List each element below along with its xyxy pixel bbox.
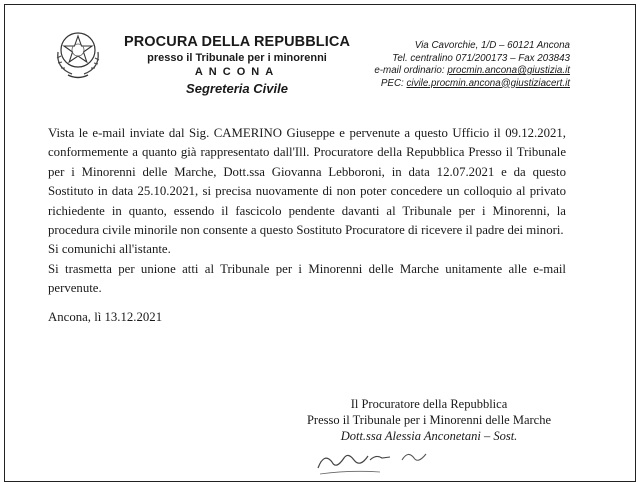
signatory-title: Il Procuratore della Repubblica — [350, 397, 508, 411]
date-line: Ancona, lì 13.12.2021 — [48, 309, 163, 324]
signatory-court: Presso il Tribunale per i Minorenni delle Marche — [306, 413, 552, 427]
handwritten-signature — [310, 440, 450, 480]
letter-body — [48, 124, 566, 327]
pec-line — [374, 78, 570, 91]
office-city: ANCONA — [194, 66, 280, 78]
office-department: Segreteria Civile — [186, 81, 288, 96]
signatory-name: Dott.ssa Alessia Anconetani – Sost. — [340, 429, 518, 443]
paragraph-main: Vista le e-mail inviate dal Sig. CAMERINO Giuseppe e pervenute a questo Ufficio il 09.12.2021, conformemente a quanto già rappresentato dall'Ill. Procuratore della Repubblica Presso il Tribunale per i Minorenni delle Marche, Dott.ssa Giovanna Lebboroni, in data 12.07.2021 e da questo Sostituto in data 25.10.2021, si precisa nuovamente di non poter concedere un colloquio al privato richiedente in quanto, essendo il fascicolo pendente davanti al Tribunale per i Minorenni, la procedura civile minorile non consente a questo Sostituto Procuratore di ricevere il padre dei minori. — [48, 126, 566, 238]
office-title: PROCURA DELLA REPUBBLICA — [123, 34, 351, 50]
paragraph-transmit: Si trasmetta per unione atti al Tribunale per i Minorenni delle Marche unitamente alle e-mail pervenute. — [48, 261, 566, 296]
signature-block — [284, 396, 574, 444]
address: Via Cavorchie, 1/D – 60121 Ancona — [414, 40, 570, 51]
header-contacts — [374, 40, 570, 90]
email-label: e-mail ordinario: — [374, 65, 445, 76]
office-subtitle: presso il Tribunale per i minorenni — [147, 52, 327, 64]
paragraph-communicate: Si comunichi all'istante. — [48, 242, 171, 257]
header-office-block — [112, 34, 362, 96]
pec-label: PEC: — [380, 77, 404, 89]
email-line — [374, 65, 570, 78]
italian-republic-emblem-icon — [48, 22, 108, 82]
pec-link[interactable]: civile.procmin.ancona@giustiziacert.it — [406, 77, 570, 89]
email-link[interactable]: procmin.ancona@giustizia.it — [447, 65, 570, 76]
phone-fax: Tel. centralino 071/200173 – Fax 203843 — [392, 52, 570, 64]
